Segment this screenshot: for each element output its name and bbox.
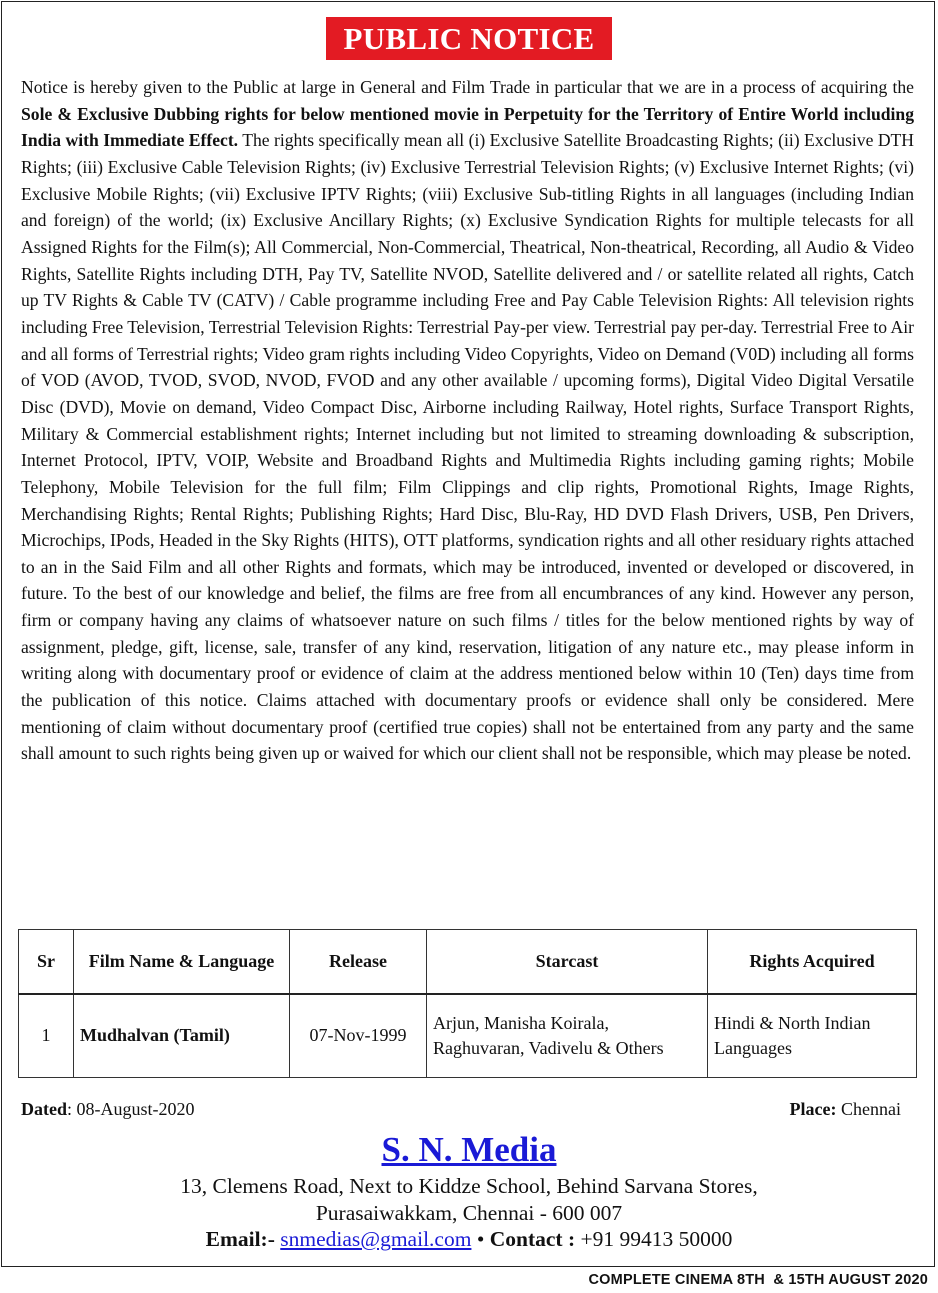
cell-sr: 1 <box>19 994 74 1078</box>
place-line <box>790 1099 901 1120</box>
address-line-1: 13, Clemens Road, Next to Kiddze School, Behind Sarvana Stores, <box>180 1174 758 1198</box>
table-header-row <box>19 930 917 994</box>
cell-film-name: Mudhalvan (Tamil) <box>74 994 290 1078</box>
header-starcast: Starcast <box>427 930 708 994</box>
company-name-text: S. N. Media <box>381 1130 557 1169</box>
header-release: Release <box>290 930 427 994</box>
contact-label: Contact : <box>489 1227 576 1251</box>
publication-footer: COMPLETE CINEMA 8TH & 15TH AUGUST 2020 <box>588 1272 928 1288</box>
dated-label: Dated <box>21 1099 67 1119</box>
cell-release: 07-Nov-1999 <box>290 994 427 1078</box>
title-container <box>0 17 938 60</box>
cell-rights: Hindi & North Indian Languages <box>708 994 917 1078</box>
email-link[interactable]: snmedias@gmail.com <box>280 1227 472 1251</box>
cell-starcast: Arjun, Manisha Koirala, Raghuvaran, Vadivelu & Others <box>427 994 708 1078</box>
notice-bold-clause: Sole & Exclusive Dubbing rights for below mentioned movie in Perpetuity for the Territory of Entire World including India with Immediate Effect. <box>21 103 914 151</box>
notice-intro: Notice is hereby given to the Public at large in General and Film Trade in particular that we are in a process of acquiring the <box>21 77 914 97</box>
company-name <box>0 1128 938 1172</box>
place-label: Place: <box>789 1099 837 1119</box>
address-line-2: Purasaiwakkam, Chennai - 600 007 <box>315 1201 623 1225</box>
email-label: Email:- <box>205 1227 275 1251</box>
table-row <box>19 994 917 1078</box>
notice-rights-text: The rights specifically mean all (i) Exclusive Satellite Broadcasting Rights; (ii) Exclusive DTH Rights; (iii) Exclusive Cable Television Rights; (iv) Exclusive Terrestrial Television Rights; (v) Exclusive Internet Rights; (vi) Exclusive Mobile Rights; (vii) Exclusive IPTV Rights; (viii) Exclusive Sub-titling Rights in all languages (including Indian and foreign) of the world; (ix) Exclusive Ancillary Rights; (x) Exclusive Syndication Rights for multiple telecasts for all Assigned Rights for the Film(s); All Commercial, Non-Commercial, Theatrical, Non-theatrical, Recording, all Audio & Video Rights, Satellite Rights including DTH, Pay TV, Satellite NVOD, Satellite delivered and / or satellite related all rights, Catch up TV Rights & Cable TV (CATV) / Cable programme including Free and Pay Cable Television Rights: All television rights including Free Television, Terrestrial Television Rights: Terrestrial Pay-per view. Terrestrial pay per-day. Terrestrial Free to Air and all forms of Terrestrial rights; Video gram rights including Video Copyrights, Video on Demand (V0D) including all forms of VOD (AVOD, TVOD, SVOD, NVOD, FVOD and any other available / upcoming forms), Digital Video Digital Versatile Disc (DVD), Movie on demand, Video Compact Disc, Airborne including Railway, Hotel rights, Surface Transport Rights, Military & Commercial establishment rights; Internet including but not limited to streaming downloading & subscription, Internet Protocol, IPTV, VOIP, Website and Broadband Rights and Multimedia Rights including gaming rights; Mobile Telephony, Mobile Television for the full film; Film Clippings and clip rights, Promotional Rights, Image Rights, Merchandising Rights; Rental Rights; Publishing Rights; Hard Disc, Blu-Ray, HD DVD Flash Drivers, USB, Pen Drivers, Microchips, IPods, Headed in the Sky Rights (HITS), OTT platforms, syndication rights and all other residuary rights attached to an in the Said Film and all other Rights and formats, which may be introduced, invented or developed or discovered, in future. To the best of our knowledge and belief, the films are free from all encumbrances of any kind. However any person, firm or company having any claims of whatsoever nature on such films / titles for the below mentioned rights by way of assignment, pledge, gift, license, sale, transfer of any kind, reservation, litigation of any nature etc., may please inform in writing along with documentary proof or evidence of claim at the address mentioned below within 10 (Ten) days time from the publication of this notice. Claims attached with documentary proofs or evidence shall only be considered. Mere mentioning of claim without documentary proof (certified true copies) shall not be entertained from any party and the same shall amount to such rights being given up or waived for which our client shall not be responsible, which may please be noted. <box>21 130 915 764</box>
notice-title: PUBLIC NOTICE <box>326 17 611 60</box>
film-table <box>18 929 917 1078</box>
header-sr: Sr <box>19 930 74 994</box>
header-film-name: Film Name & Language <box>74 930 290 994</box>
notice-body <box>21 74 914 767</box>
place-value: Chennai <box>836 1099 901 1119</box>
dated-value: : 08-August-2020 <box>67 1099 195 1119</box>
separator-bullet: • <box>476 1227 485 1251</box>
dated-line <box>21 1099 195 1120</box>
header-rights: Rights Acquired <box>708 930 917 994</box>
contact-line <box>0 1225 938 1253</box>
contact-number: +91 99413 50000 <box>580 1227 733 1251</box>
